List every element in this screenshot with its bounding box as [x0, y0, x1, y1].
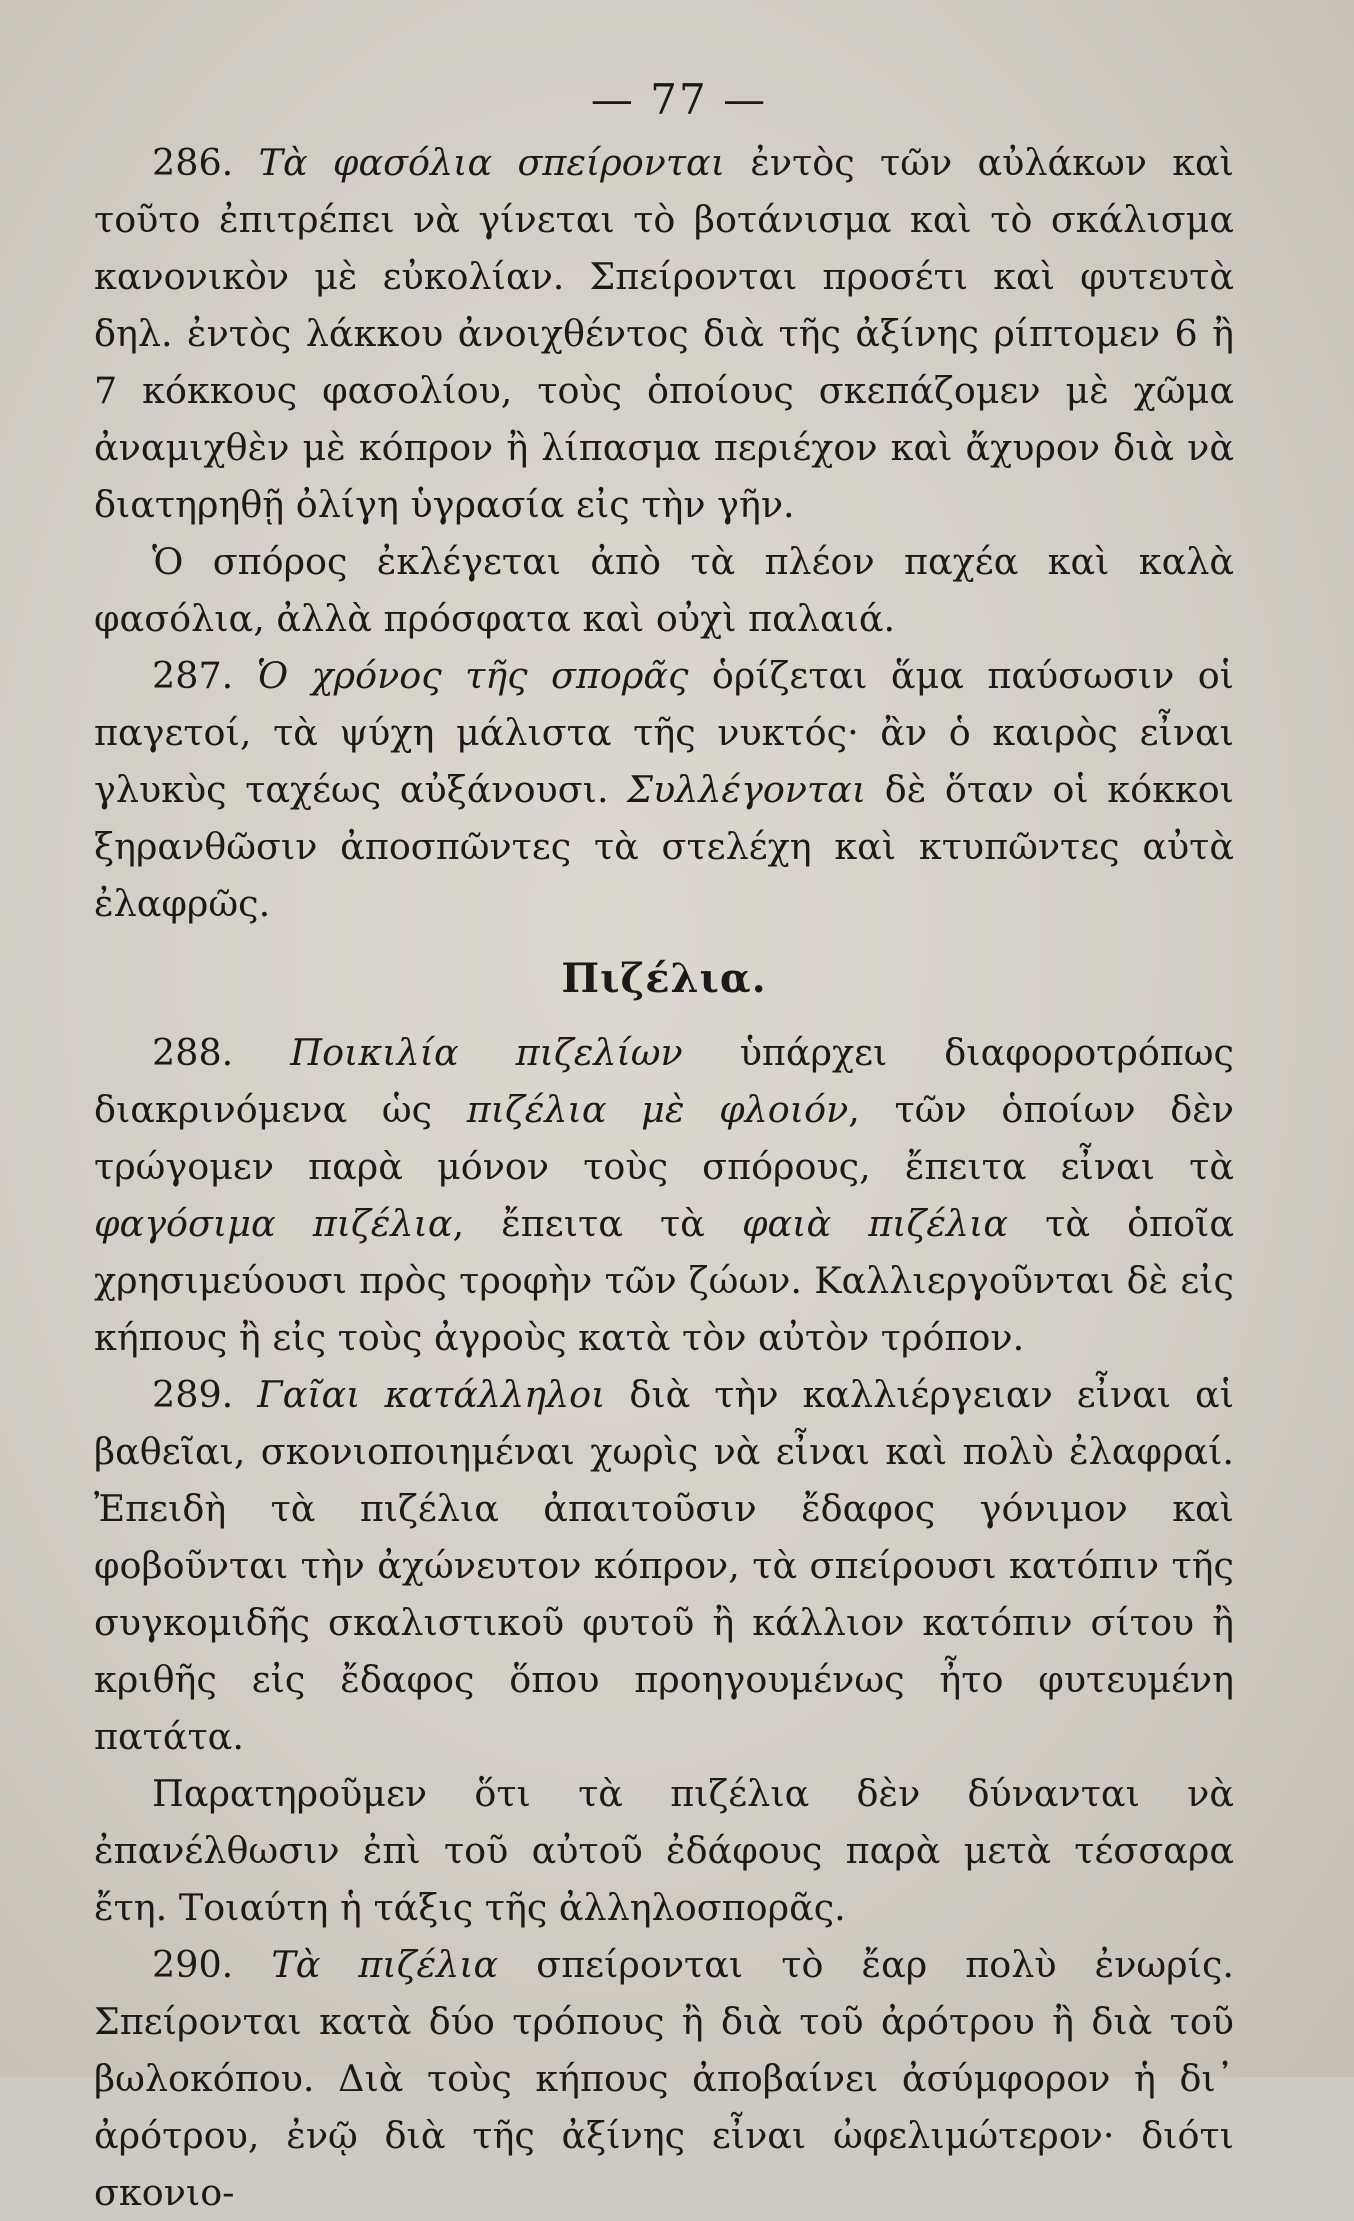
emphasis-text: φαγόσιμα πιζέλια	[94, 1202, 453, 1245]
paragraph-289-continued: Παρατηροῦμεν ὅτι τὰ πιζέλια δὲν δύνανται νὰ ἐπανέλθωσιν ἐπὶ τοῦ αὐτοῦ ἐδάφους παρὰ μετὰ τέσσαρα ἔτη. Τοιαύτη ἡ τάξις τῆς ἀλληλοσπορᾶς.	[94, 1772, 1234, 1929]
section-number: 290.	[152, 1943, 234, 1986]
emphasis-text: πιζέλια μὲ φλοιόν	[466, 1088, 849, 1131]
paragraph-text: σπείρονται τὸ ἔαρ πολὺ ἐνωρίς. Σπείρονται κατὰ δύο τρόπους ἢ διὰ τοῦ ἀρότρου ἢ διὰ τοῦ βωλοκόπου. Διὰ τοὺς κήπους ἀποβαίνει ἀσύμφορον ἡ δι᾽ ἀρότρου, ἐνῷ διὰ τῆς ἀξίνης εἶναι ὠφελιμώτερον· διότι σκονιο-	[94, 1943, 1234, 2214]
section-lead: Ποικιλία πιζελίων	[290, 1031, 683, 1074]
section-lead: Τὰ φασόλια σπείρονται	[258, 141, 726, 184]
paragraph-288	[94, 1024, 1234, 1366]
paragraph-text: διὰ τὴν καλλιέργειαν εἶναι αἱ βαθεῖαι, σκονιοποιημέναι χωρὶς νὰ εἶναι καὶ πολὺ ἐλαφραί. Ἐπειδὴ τὰ πιζέλια ἀπαιτοῦσιν ἔδαφος γόνιμον καὶ φοβοῦνται τὴν ἀχώνευτον κόπρον, τὰ σπείρουσι κατόπιν τῆς συγκομιδῆς σκαλιστικοῦ φυτοῦ ἢ κάλλιον κατόπιν σίτου ἢ κριθῆς εἰς ἔδαφος ὅπου προηγουμένως ἦτο φυτευμένη πατάτα.	[94, 1373, 1235, 1758]
section-number: 286.	[152, 141, 234, 184]
paragraph-text: , τῶν ὁποίων δὲν τρώγομεν παρὰ μόνον τοὺς σπόρους, ἔπειτα εἶναι τὰ	[94, 1088, 1234, 1188]
paragraph-286-continued: Ὁ σπόρος ἐκλέγεται ἀπὸ τὰ πλέον παχέα καὶ καλὰ φασόλια, ἀλλὰ πρόσφατα καὶ οὐχὶ παλαιά.	[94, 540, 1234, 640]
paragraph-text: , ἔπειτα τὰ	[452, 1202, 742, 1245]
section-number: 287.	[152, 654, 234, 697]
section-heading: Πιζέλια.	[561, 955, 767, 1002]
paragraph-text: ἐντὸς τῶν αὐλάκων καὶ τοῦτο ἐπιτρέπει νὰ γίνεται τὸ βοτάνισμα καὶ τὸ σκάλισμα κανονικὸν μὲ εὐκολίαν. Σπείρονται προσέτι καὶ φυτευτὰ δηλ. ἐντὸς λάκκου ἀνοιχθέντος διὰ τῆς ἀξίνης ρίπτομεν 6 ἢ 7 κόκκους φασολίου, τοὺς ὁποίους σκεπάζομεν μὲ χῶμα ἀναμιχθὲν μὲ κόπρον ἢ λίπασμα περιέχον καὶ ἄχυρον διὰ νὰ διατηρηθῇ ὀλίγη ὑγρασία εἰς τὴν γῆν.	[94, 141, 1234, 526]
page-content	[94, 70, 1234, 2221]
section-lead: Ὁ χρόνος τῆς σπορᾶς	[256, 654, 689, 697]
paragraph-287	[94, 647, 1234, 932]
section-number: 289.	[152, 1373, 234, 1416]
emphasis-text: φαιὰ πιζέλια	[741, 1202, 1009, 1245]
section-lead: Τὰ πιζέλια	[271, 1943, 499, 1986]
section-lead: Γαῖαι κατάλληλοι	[257, 1373, 606, 1416]
paragraph-text: ὑπάρχει διαφοροτρόπως διακρινόμενα ὡς	[94, 1031, 1234, 1131]
section-number: 288.	[152, 1031, 234, 1074]
emphasis-text: Συλλέγονται	[627, 768, 867, 811]
paragraph-text: τὰ ὁποῖα χρησιμεύουσι πρὸς τροφὴν τῶν ζώων. Καλλιεργοῦνται δὲ εἰς κήπους ἢ εἰς τοὺς ἀγροὺς κατὰ τὸν αὐτὸν τρόπον.	[94, 1202, 1235, 1359]
paragraph-text: δὲ ὅταν οἱ κόκκοι ξηρανθῶσιν ἀποσπῶντες τὰ στελέχη καὶ κτυπῶντες αὐτὰ ἐλαφρῶς.	[94, 768, 1234, 925]
paragraph-289	[94, 1366, 1234, 1765]
paragraph-286	[94, 134, 1234, 533]
paragraph-290	[94, 1936, 1234, 2221]
page-number: — 77 —	[590, 75, 768, 124]
paragraph-text: ὁρίζεται ἅμα παύσωσιν οἱ παγετοί, τὰ ψύχη μάλιστα τῆς νυκτός· ἂν ὁ καιρὸς εἶναι γλυκὺς ταχέως αὐξάνουσι.	[94, 654, 1234, 811]
